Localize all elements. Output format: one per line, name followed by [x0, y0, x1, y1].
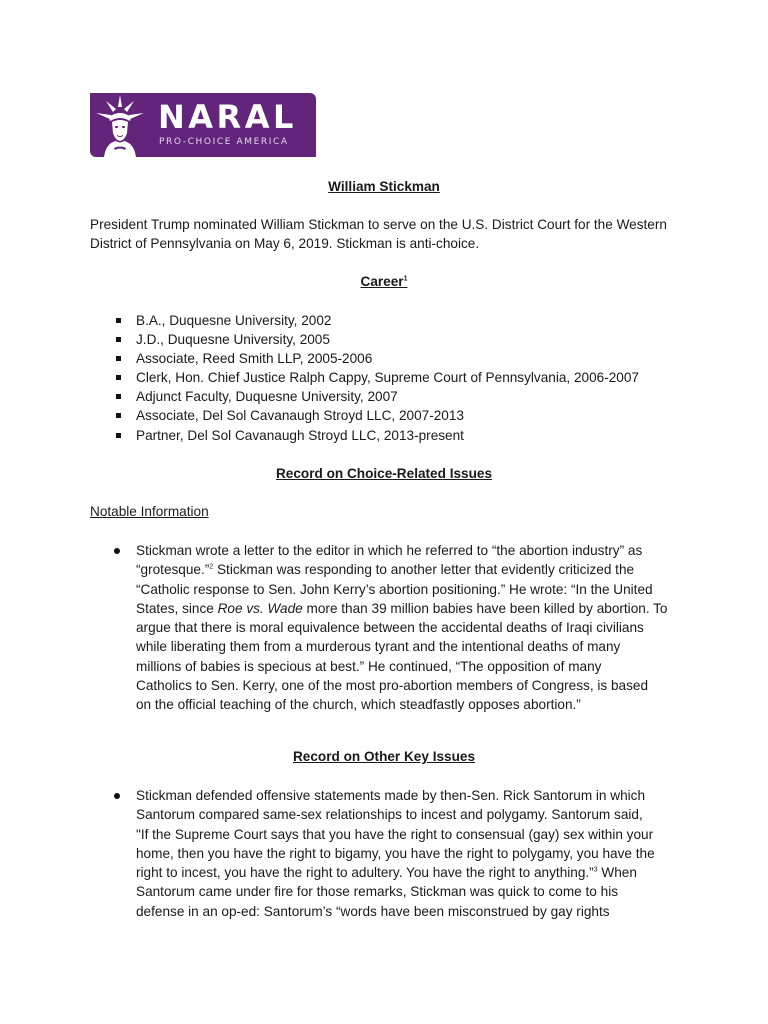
other-bullet-text [136, 786, 684, 921]
career-item: J.D., Duquesne University, 2005 [90, 330, 690, 349]
intro-paragraph: President Trump nominated William Stickman to serve on the U.S. District Court for the Western District of Pennsylvania on May 6, 2019. Stickman is anti-choice. [90, 217, 667, 252]
career-item: Clerk, Hon. Chief Justice Ralph Cappy, Supreme Court of Pennsylvania, 2006-2007 [90, 368, 690, 387]
footnote-marker: 1 [403, 275, 408, 283]
logo-wordmark: NARAL [158, 98, 297, 136]
career-heading-text: Career [360, 274, 404, 289]
career-item: Adjunct Faculty, Duquesne University, 2007 [90, 387, 690, 406]
choice-text-1: Stickman wrote a letter to the editor in which he referred to “the abortion industry” as “grotesque.” [136, 543, 643, 578]
bullet-dot [114, 793, 120, 799]
career-item: Associate, Reed Smith LLP, 2005-2006 [90, 349, 690, 368]
statue-of-liberty-icon [92, 93, 148, 157]
logo-tagline: PRO-CHOICE AMERICA [159, 137, 289, 147]
case-name: Roe vs. Wade [217, 600, 303, 616]
other-record-heading: Record on Other Key Issues [292, 749, 476, 764]
other-bullet-item [90, 786, 690, 921]
notable-information-heading: Notable Information [90, 504, 209, 519]
other-text-1: Stickman defended offensive statements made by then-Sen. Rick Santorum in which Santorum compared same-sex relationships to incest and polygamy. Santorum said, "If the Supreme Court says that you have the right to consensual (gay) sex within your home, then you have the right to bigamy, you have the right to polygamy, you have the right to incest, you have the right to adultery. You have the right to anything.” [136, 788, 655, 881]
career-item: B.A., Duquesne University, 2002 [90, 311, 690, 330]
choice-record-heading: Record on Choice-Related Issues [275, 466, 493, 481]
choice-text-2: Stickman was responding to another letter that evidently criticized the “Catholic response to Sen. John Kerry’s abortion positioning.” He wrote: “In the United States, since [136, 562, 653, 616]
footnote-marker: 3 [593, 866, 598, 874]
naral-logo [90, 93, 316, 157]
other-text-2: When Santorum came under fire for those remarks, Stickman was quick to come to his defense in an op-ed: Santorum’s “words have been misconstrued by gay rights [136, 865, 637, 919]
document-title: William Stickman [328, 179, 440, 194]
choice-text-3: more than 39 million babies have been killed by abortion. To argue that there is moral equivalence between the accidental deaths of Iraqi civilians while liberating them from a murderous tyrant and the intentional deaths of many millions of babies is specious at best.” He continued, “The opposition of many Catholics to Sen. Kerry, one of the most pro-abortion members of Congress, is based on the official teaching of the church, which steadfastly opposes abortion.” [136, 600, 668, 713]
career-item: Associate, Del Sol Cavanaugh Stroyd LLC, 2007-2013 [90, 406, 690, 425]
career-item: Partner, Del Sol Cavanaugh Stroyd LLC, 2013-present [90, 426, 690, 445]
career-list [90, 311, 690, 445]
footnote-marker: 2 [209, 563, 214, 571]
bullet-dot [114, 548, 120, 554]
choice-bullet-item [90, 541, 690, 715]
career-heading [90, 272, 678, 291]
choice-bullet-text [136, 541, 684, 715]
